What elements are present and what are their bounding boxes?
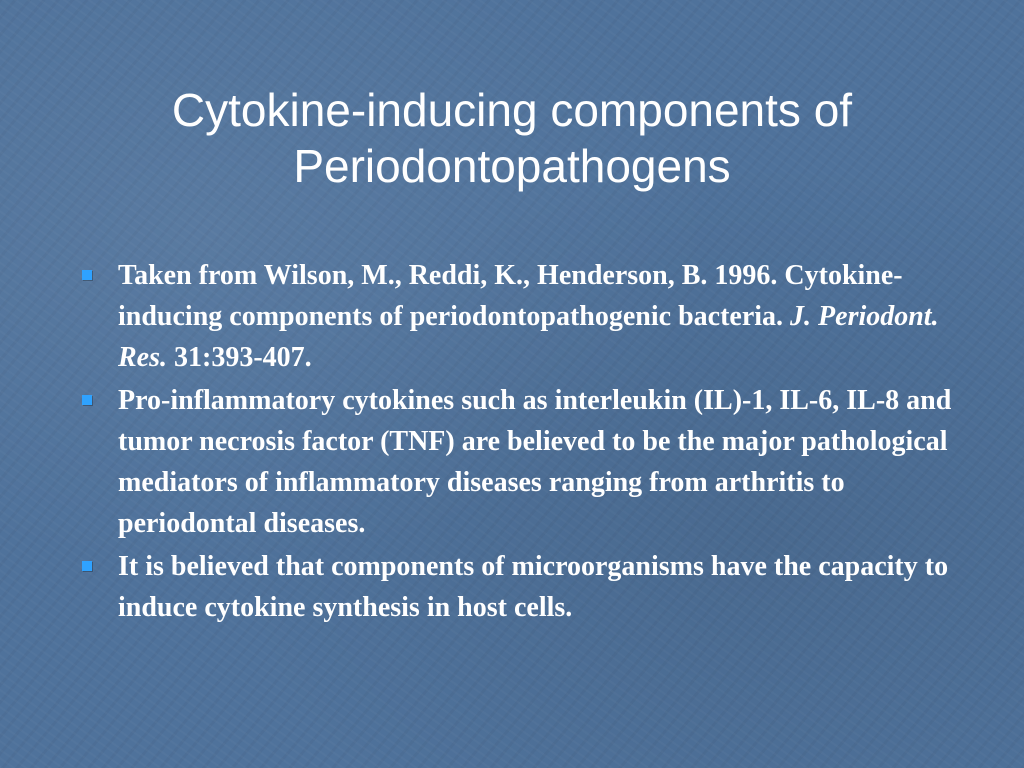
citation-text-end: 31:393-407. bbox=[167, 342, 312, 373]
square-bullet-icon bbox=[82, 395, 92, 405]
citation-journal: J. Periodont. Res. bbox=[118, 301, 939, 373]
bullet-list bbox=[78, 255, 958, 630]
bullet-item-cytokines bbox=[78, 380, 958, 544]
bullet-item-microorganisms bbox=[78, 546, 958, 628]
square-bullet-icon bbox=[82, 270, 92, 280]
bullet-item-citation bbox=[78, 255, 958, 378]
slide-title bbox=[80, 82, 944, 194]
square-bullet-icon bbox=[82, 561, 92, 571]
citation-text-start: Taken from Wilson, M., Reddi, K., Henderson, B. 1996. Cytokine-inducing components of periodontopathogenic bacteria. bbox=[118, 260, 903, 332]
bullet-text: It is believed that components of microorganisms have the capacity to induce cytokine synthesis in host cells. bbox=[118, 551, 949, 623]
slide-title-line-2: Periodontopathogens bbox=[293, 140, 731, 192]
bullet-text: Pro-inflammatory cytokines such as interleukin (IL)-1, IL-6, IL-8 and tumor necrosis factor (TNF) are believed to be the major pathological mediators of inflammatory diseases ranging from arthritis to periodontal diseases. bbox=[118, 385, 952, 539]
slide-title-line-1: Cytokine-inducing components of bbox=[171, 84, 853, 136]
